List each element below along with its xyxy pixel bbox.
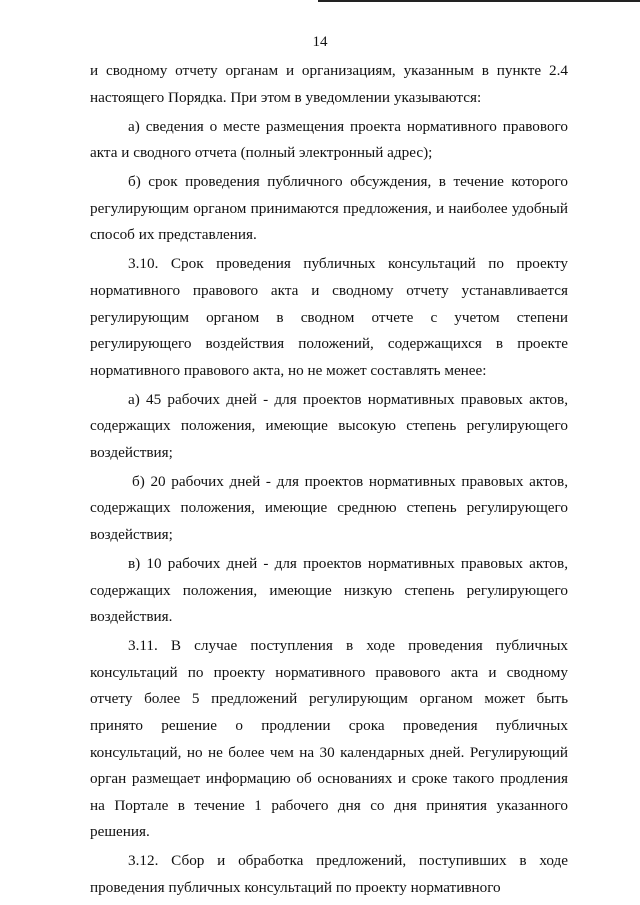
paragraph-3-10: 3.10. Срок проведения публичных консультаций по проекту нормативного правового акта и сводному отчету устанавливается регулирующим органом в сводном отчете с учетом степени регулирующего воздействия положений, содержащихся в проекте нормативного правового акта, но не может составлять менее: bbox=[90, 255, 568, 379]
page-number: 14 bbox=[312, 34, 328, 50]
document-body bbox=[90, 58, 568, 904]
paragraph-continuation: и сводному отчету органам и организациям, указанным в пункте 2.4 настоящего Порядка. При этом в уведомлении указываются: bbox=[90, 62, 568, 106]
paragraph-item-b-period: б) срок проведения публичного обсуждения, в течение которого регулирующим органом принимаются предложения, и наиболее удобный способ их представления. bbox=[90, 173, 568, 244]
paragraph-item-b-20-days: б) 20 рабочих дней - для проектов нормативных правовых актов, содержащих положения, имеющие среднюю степень регулирующего воздействия; bbox=[90, 472, 568, 544]
paragraph-item-c-10-days: в) 10 рабочих дней - для проектов нормативных правовых актов, содержащих положения, имеющие низкую степень регулирующего воздействия. bbox=[90, 555, 568, 626]
top-border-line bbox=[318, 0, 640, 2]
paragraph-3-11: 3.11. В случае поступления в ходе проведения публичных консультаций по проекту нормативного правового акта и сводному отчету более 5 предложений регулирующим органом может быть принято решение о продлении срока проведения публичных консультаций, но не более чем на 30 календарных дней. Регулирующий орган размещает информацию об основаниях и сроке такого продления на Портале в течение 1 рабочего дня со дня принятия указанного решения. bbox=[90, 637, 568, 841]
paragraph-3-12: 3.12. Сбор и обработка предложений, поступивших в ходе проведения публичных консультаций по проекту нормативного bbox=[90, 852, 568, 896]
paragraph-item-a-location: а) сведения о месте размещения проекта нормативного правового акта и сводного отчета (полный электронный адрес); bbox=[90, 117, 568, 162]
paragraph-item-a-45-days: а) 45 рабочих дней - для проектов нормативных правовых актов, содержащих положения, имеющие высокую степень регулирующего воздействия; bbox=[90, 390, 568, 461]
